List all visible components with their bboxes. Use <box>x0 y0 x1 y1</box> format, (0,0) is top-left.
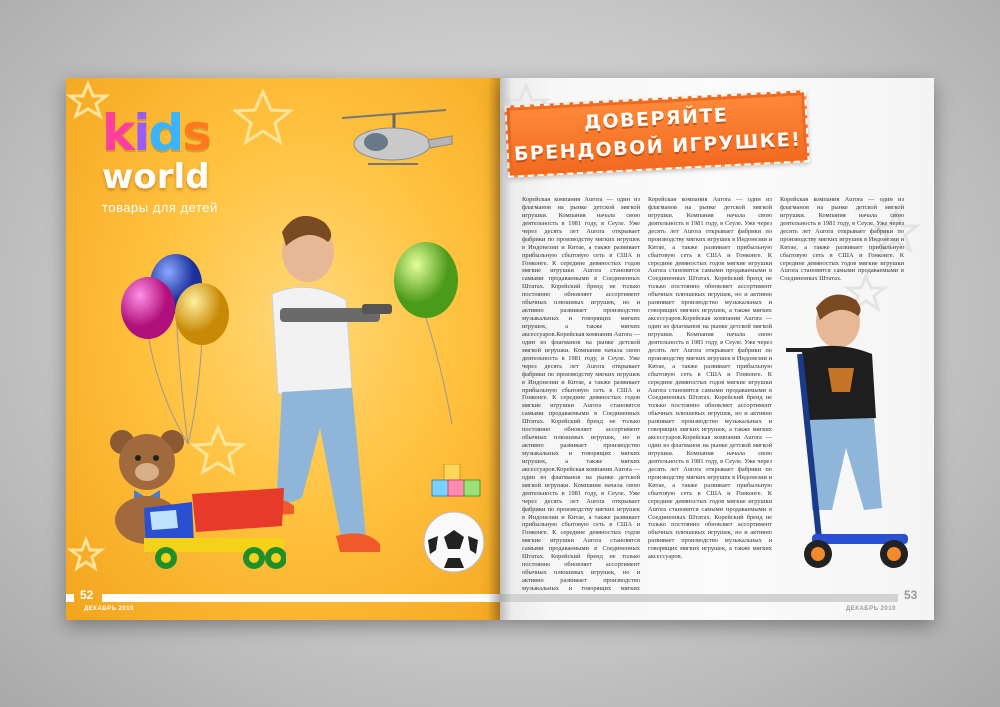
logo-letter: s <box>182 104 210 162</box>
star-icon <box>236 92 290 142</box>
logo-letter: i <box>133 104 149 162</box>
logo-subtitle: товары для детей <box>102 200 218 215</box>
footer-bar <box>500 594 898 602</box>
article-column-2: Корейская компания Aurora — один из флагманов на рынке детской мягкой игрушки. Компания начала свою деятельность в 1981 году, в Сеуле. Уже через десять лет Aurora открывает фабрики по производству мягких игрушек в Индонезии и Китае, а также развивает прибыльную сбытовую сеть в США и Гонконге. К середине девяностых годов мягкие игрушки Aurora становятся самыми продаваемыми в Соединенных Штатах. Корейский бренд не только постоянно обновляет ассортимент обычных плюшевых игрушек, но и активно развивает производство музыкальных и говорящих мягких игрушек, а также мягких аксессуаров.Корейская компания Aurora — один из флагманов на рынке детской мягкой игрушки. Компания начала свою деятельность в 1981 году, в Сеуле. Уже через десять лет Aurora открывает фабрики по производству мягких игрушек в Индонезии и Китае, а также развивает прибыльную сбытовую сеть в США и Гонконге. К середине девяностых годов мягкие игрушки Aurora становятся самыми продаваемыми в Соединенных Штатах. Корейский бренд не только постоянно обновляет ассортимент обычных плюшевых игрушек, но и активно развивает производство музыкальных и говорящих мягких игрушек, а также мягких аксессуаров.Корейская компания Aurora — один из флагманов на рынке детской мягкой игрушки. Компания начала свою деятельность в 1981 году, в Сеуле. Уже через десять лет Aurora открывает фабрики по производству мягких игрушек в Индонезии и Китае, а также развивает прибыльную сбытовую сеть в США и Гонконге. К середине девяностых годов мягкие игрушки Aurora становятся самыми продаваемыми в Соединенных Штатах. Корейский бренд не только постоянно обновляет ассортимент обычных плюшевых игрушек, но и активно развивает производство музыкальных и говорящих мягких игрушек, а также мягких аксессуаров. <box>648 196 772 561</box>
logo-world: world <box>102 157 210 197</box>
article-column-3: Корейская компания Aurora — один из флагманов на рынке детской мягкой игрушки. Компания начала свою деятельность в 1981 году, в Сеуле. Уже через десять лет Aurora открывает фабрики по производству мягких игрушек в Индонезии и Китае, а также развивает прибыльную сбытовую сеть в США и Гонконге. К середине девяностых годов мягкие игрушки Aurora становятся самыми продаваемыми в Соединенных Штатах. <box>780 196 904 283</box>
logo-kids <box>102 104 210 162</box>
issue-date-left: ДЕКАБРЬ 2010 <box>84 606 134 612</box>
magazine-spine <box>488 78 512 620</box>
helicopter-image <box>334 100 454 180</box>
issue-date-right: ДЕКАБРЬ 2010 <box>846 606 896 612</box>
boy-scooter-photo <box>772 288 922 576</box>
footer-bar <box>102 594 500 602</box>
headline-line-2: БРЕНДОВОЙ ИГРУШКЕ! <box>513 128 802 166</box>
star-icon <box>70 84 106 116</box>
headline-line-1: ДОВЕРЯЙТЕ <box>583 104 729 134</box>
toy-blocks-image <box>428 464 488 514</box>
toy-truck-image <box>136 482 286 572</box>
footer-bar <box>66 594 74 602</box>
logo-letter: k <box>102 104 134 162</box>
right-page <box>500 78 934 620</box>
article-column-1: Корейская компания Aurora — один из флагманов на рынке детской мягкой игрушки. Компания начала свою деятельность в 1981 году, в Сеуле. Уже через десять лет Aurora открывает фабрики по производству мягких игрушек в Индонезии и Китае, а также развивает прибыльную сбытовую сеть в США и Гонконге. К середине девяностых годов мягкие игрушки Aurora становятся самыми продаваемыми в Соединенных Штатах. Корейский бренд не только постоянно обновляет ассортимент обычных плюшевых игрушек, но и активно развивает производство музыкальных и говорящих мягких игрушек, а также мягких аксессуаров.Корейская компания Aurora — один из флагманов на рынке детской мягкой игрушки. Компания начала свою деятельность в 1981 году, в Сеуле. Уже через десять лет Aurora открывает фабрики по производству мягких игрушек в Индонезии и Китае, а также развивает прибыльную сбытовую сеть в США и Гонконге. К середине девяностых годов мягкие игрушки Aurora становятся самыми продаваемыми в Соединенных Штатах. Корейский бренд не только постоянно обновляет ассортимент обычных плюшевых игрушек, но и активно развивает производство музыкальных и говорящих мягких игрушек, а также мягких аксессуаров.Корейская компания Aurora — один из флагманов на рынке детской мягкой игрушки. Компания начала свою деятельность в 1981 году, в Сеуле. Уже через десять лет Aurora открывает фабрики по производству мягких игрушек в Индонезии и Китае, а также развивает прибыльную сбытовую сеть в США и Гонконге. К середине девяностых годов мягкие игрушки Aurora становятся самыми продаваемыми в Соединенных Штатах. Корейский бренд не только постоянно обновляет ассортимент обычных плюшевых игрушек, но и активно развивает производство музыкальных и говорящих мягких <box>522 196 640 592</box>
star-icon <box>71 540 101 568</box>
page-number-right: 53 <box>904 588 918 602</box>
logo-letter: d <box>148 104 183 162</box>
page-number-left: 52 <box>80 588 94 602</box>
left-page <box>66 78 500 620</box>
soccer-ball-image <box>422 510 486 574</box>
